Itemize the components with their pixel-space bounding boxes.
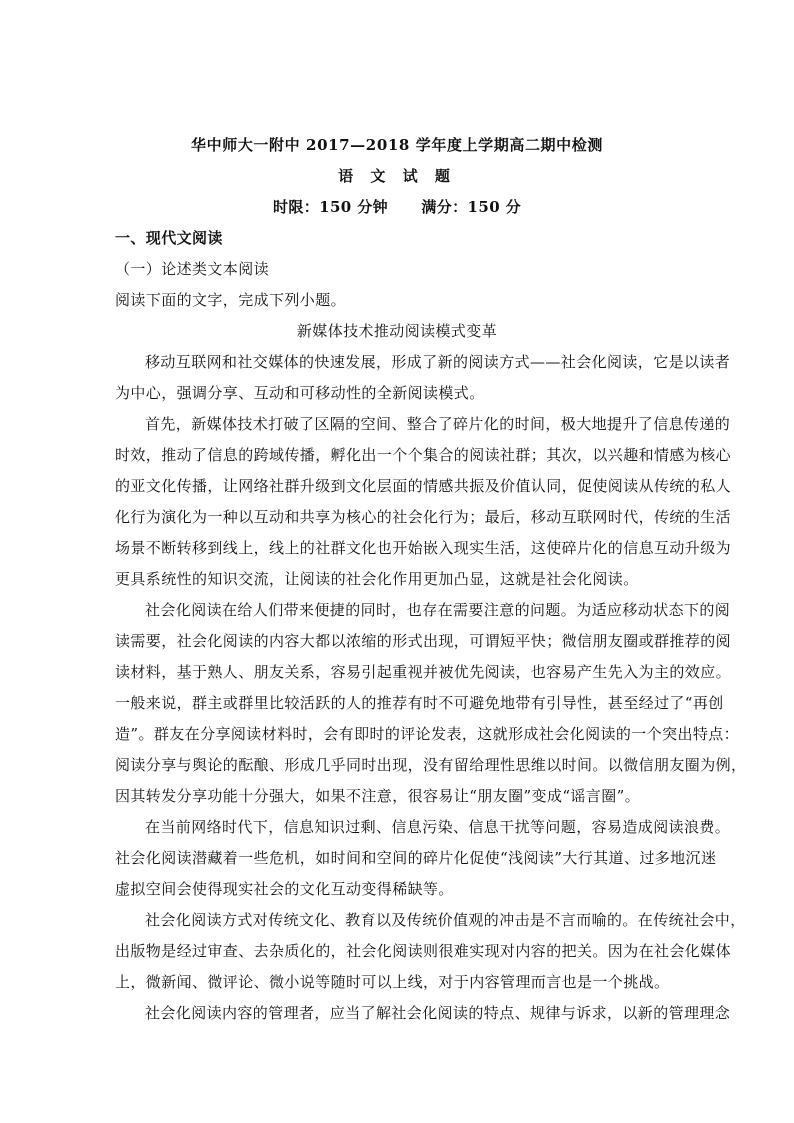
subject-title: 语 文 试 题: [338, 167, 456, 185]
school-title: 华中师大一附中 2017—2018 学年度上学期高二期中检测: [191, 136, 603, 154]
article-line: 时效，推动了信息的跨域传播，孵化出一个个集合的阅读社群；其次，以兴趣和情感为核心: [115, 446, 732, 464]
article-line: 上，微新闻、微评论、微小说等随时可以上线，对于内容管理而言也是一个挑战。: [115, 973, 670, 991]
article-line: 读材料，基于熟人、朋友关系，容易引起重视并被优先阅读，也容易产生先入为主的效应。: [115, 663, 732, 681]
time-limit: 时限：150 分钟: [272, 198, 389, 216]
exam-info: [0, 197, 794, 217]
article-line: 社会化阅读在给人们带来便捷的同时，也存在需要注意的问题。为适应移动状态下的阅: [145, 601, 731, 619]
article-line: 出版物是经过审查、去杂质化的，社会化阅读则很难实现对内容的把关。因为在社会化媒体: [115, 942, 732, 960]
article-line: 移动互联网和社交媒体的快速发展，形成了新的阅读方式——社会化阅读，它是以读者: [145, 353, 731, 371]
article-line: 场景不断转移到线上，线上的社群文化也开始嵌入现实生活，这使碎片化的信息互动升级为: [115, 539, 732, 557]
article-line: 在当前网络时代下，信息知识过剩、信息污染、信息干扰等问题，容易造成阅读浪费。: [145, 818, 731, 836]
article-line: 虚拟空间会使得现实社会的文化互动变得稀缺等。: [115, 880, 454, 898]
article-line: 的亚文化传播，让网络社群升级到文化层面的情感共振及价值认同，促使阅读从传统的私人: [115, 477, 732, 495]
article-title: 新媒体技术推动阅读模式变革: [296, 322, 498, 340]
section-heading: 一、现代文阅读: [115, 229, 223, 247]
article-line: 一般来说，群主或群里比较活跃的人的推荐有时不可避免地带有引导性，甚至经过了“再创: [115, 694, 724, 712]
article-line: 首先，新媒体技术打破了区隔的空间、整合了碎片化的时间，极大地提升了信息传递的: [145, 415, 731, 433]
article-line: 化行为演化为一种以互动和共享为核心的社会化行为；最后，移动互联网时代，传统的生活: [115, 508, 732, 526]
article-line: 为中心，强调分享、互动和可移动性的全新阅读模式。: [115, 384, 485, 402]
article-line: 社会化阅读潜藏着一些危机，如时间和空间的碎片化促使“浅阅读”大行其道、过多地沉迷: [115, 849, 717, 867]
article-line: 读需要，社会化阅读的内容大都以浓缩的形式出现，可谓短平快；微信朋友圈或群推荐的阅: [115, 632, 732, 650]
article-line: 社会化阅读内容的管理者，应当了解社会化阅读的特点、规律与诉求，以新的管理理念: [145, 1004, 731, 1022]
article-line: 造”。群友在分享阅读材料时，会有即时的评论发表，这就形成社会化阅读的一个突出特点：: [115, 725, 740, 743]
article-line: 因其转发分享功能十分强大，如果不注意，很容易让“朋友圈”变成“谣言圈”。: [115, 787, 641, 805]
article-line: 阅读分享与舆论的酝酿、形成几乎同时出现，没有留给理性思维以时间。以微信朋友圈为例，: [115, 756, 747, 774]
article-line: 更具系统性的知识交流，让阅读的社会化作用更加凸显，这就是社会化阅读。: [115, 570, 639, 588]
full-score: 满分：150 分: [421, 198, 522, 216]
subsection-heading: （一）论述类文本阅读: [115, 260, 270, 278]
article-line: 社会化阅读方式对传统文化、教育以及传统价值观的冲击是不言而喻的。在传统社会中，: [145, 911, 746, 929]
instruction-text: 阅读下面的文字，完成下列小题。: [115, 291, 347, 309]
